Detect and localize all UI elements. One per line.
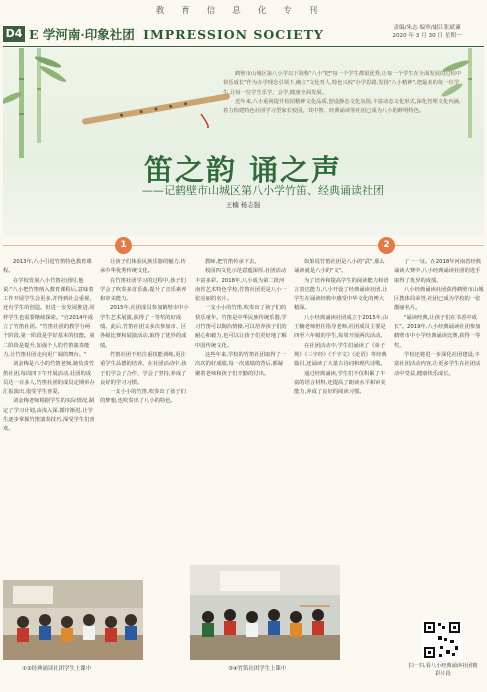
paragraph: 刘金梅是八小的竹笛老师,她负责竹笛社团,每周四下午开展活动,社团的成员达一百多人,竹笛社团的成员定期举办汇报演出,很受学生喜爱。 bbox=[3, 361, 95, 396]
paragraph: 教师,把竹笛传承下去。 bbox=[205, 259, 260, 265]
paragraph: "诵读经典,让孩子们在书香中成长"。2019年,八小经典诵读社团参加鹤壁市中小学经典诵读比赛,获得一等奖。 bbox=[394, 314, 481, 349]
article-title: 笛之韵 诵之声 bbox=[143, 153, 343, 187]
editor-info: 责编/朱志 bbox=[393, 25, 418, 31]
paragraph: 如果说竹笛社团是八小的"武",那么诵读就是八小的"文"。 bbox=[294, 259, 385, 275]
paragraph: 在社团活动中,学生们诵读了《弟子规》《三字经》《千字文》《论语》等经典篇目,还诵读了大量古诗词和现代诗歌。 bbox=[294, 342, 387, 368]
paragraph: 通过经典诵读,学生们不仅积累了丰富的语言材料,还提高了朗读水平和审美能力,养成了良好的阅读习惯。 bbox=[294, 370, 386, 396]
paragraph: 学校还将进一步深化社团建设,丰富社团活动内容,让更多学生在社团活动中受益,健康快乐成长。 bbox=[394, 351, 481, 377]
section-markers bbox=[3, 236, 484, 256]
paragraph: 在竹笛社团学习的过程中,孩子们学会了吹奏多首乐曲,提升了音乐素养和审美能力。 bbox=[100, 277, 187, 303]
caption-left: ①②经典诵读社团学生上课中 bbox=[22, 666, 91, 672]
paragraph: 一支小小的竹笛,吹奏出了孩子们的快乐童年。竹笛是中华民族传统乐器,学习竹笛可以陶冶情操,可以培养孩子们的耐心和毅力,也可以让孩子们更好地了解中国传统文化。 bbox=[195, 305, 287, 349]
paragraph: 八小经典诵读社团成立于2015年,由王楠老师担任指导老师,社团成员主要是四至六年级的学生,每周开展两次活动。 bbox=[294, 314, 389, 340]
section-title-en: IMPRESSION SOCIETY bbox=[143, 27, 324, 42]
section-marker-2: 2 bbox=[378, 237, 395, 254]
reviewer-info: 编审/谢江张斌谏 bbox=[419, 25, 461, 31]
section-title-cn: E 学河南·印象社团 bbox=[29, 27, 135, 42]
qr-code[interactable] bbox=[422, 620, 462, 660]
classroom-photo-right bbox=[190, 565, 340, 660]
article-subtitle: ——记鹤壁市山城区第八小学竹笛、经典诵读社团 bbox=[142, 184, 384, 197]
paragraph: 一支小小的竹笛,吹奏出了孩子们的梦想,也吹奏出了八小的特色。 bbox=[100, 389, 186, 405]
bamboo-illustration-left bbox=[3, 48, 73, 158]
paragraph: 让孩子们体验民族乐器的魅力,传承中华优秀传统文化。 bbox=[100, 259, 186, 275]
section-marker-1: 1 bbox=[115, 237, 132, 254]
paragraph: 2015年,社团成员参加鹤壁市中小学生艺术展演,获得了一等奖的好成绩。此后,竹笛社团又多次参加市、区各级比赛和展演活动,取得了优异的成绩。 bbox=[100, 305, 189, 349]
paragraph: 在学校发展八小竹笛社团时,他说:"八小把竹笛纳入教育课程后,意味着工作开展学生会更多,并得到社会重视,还有学生的创造。但进一步发展推进,同样学生也需要继续探索。"自2014年成立了竹笛社团。"竹笛社团的教学分两个阶段,第一阶段是学好基本的技能。第二阶段是提升,加强个人的竹笛演奏能力,让竹笛社团走向更广阔的舞台。" bbox=[3, 277, 95, 358]
paragraph: 了一一证。在2018年河南省经典诵读大赛中,八小经典诵读社团的选手取得了优异的成绩。 bbox=[394, 259, 482, 284]
header-band-text: 教育信息化专刊 bbox=[155, 6, 335, 16]
paragraph: 为了培养和提高学生的阅读能力和语言表达能力,八小开设了经典诵读社团,让学生在诵读经典中感受中华文化的博大精深。 bbox=[294, 277, 389, 312]
paragraph: 刘金梅老师根据学生的实际情况,制定了学习计划,由浅入深,循序渐进,让学生逐步掌握竹笛演奏技巧,深受学生们喜欢。 bbox=[3, 398, 95, 433]
column-5 bbox=[394, 258, 484, 613]
caption-right: ③④竹笛社团学生上课中 bbox=[228, 666, 287, 672]
paragraph: 校园四文化示范意蕴深厚,社团活动丰富多彩。2018年,八小成为第二批河南省艺术特色学校,竹笛社团更是八小一张亮丽的名片。 bbox=[195, 268, 287, 303]
marker-divider bbox=[3, 245, 484, 246]
header-band bbox=[0, 0, 487, 21]
header-rule bbox=[3, 46, 484, 47]
hero-banner bbox=[3, 48, 484, 236]
paragraph: 2013年,八小引进竹笛特色教育课程。 bbox=[3, 259, 92, 275]
photo-recitation-class bbox=[3, 580, 143, 660]
issue-date: 2020 年 3 月 30 日 星期一 bbox=[392, 33, 462, 39]
page-header bbox=[0, 22, 487, 46]
hero-intro bbox=[223, 70, 463, 116]
qr-caption: 扫一扫,看八小经典诵读社团精彩片段 bbox=[408, 663, 478, 677]
page-number: D4 bbox=[3, 26, 25, 42]
photo-flute-class bbox=[190, 565, 340, 660]
hero-intro-paragraph: 近年来,八小重视提升校园精神文化品质,创设静态文化氛围,丰富动态文化形式,深化管理文化内涵,着力构建特色社团学习型家长校园。其中笛、经典诵读等社团已成为八小的鲜明特色。 bbox=[223, 98, 461, 115]
hero-intro-paragraph: 鹤壁市山城区第八小学以下简称"八小"把"每一个学生都很优秀,让每一个学生在全面发展的过程中快乐成长"作为办学理念引领下,确立"文化育人,特色兴校"办学思路,发扬"八小精神",把最美的每一位学生,让每一位学生乐学、会学,健康全面发展。 bbox=[223, 71, 462, 96]
qr-code-icon bbox=[422, 620, 462, 660]
classroom-photo-left bbox=[3, 580, 143, 660]
section-title bbox=[29, 25, 324, 43]
flute-illustration bbox=[81, 88, 241, 128]
issue-meta bbox=[371, 24, 483, 40]
paragraph: 竹笛社团不但注重技能训练,更注重学生品德的培养。在社团活动中,孩子们学会了合作、学会了坚持,养成了良好的学习习惯。 bbox=[100, 351, 187, 386]
paragraph: 八小经典诵读社团获得鹤壁市山城区教体局荣誉,社团已成为学校的一张靓丽名片。 bbox=[394, 286, 484, 312]
paragraph: 这些年来,学校的竹笛社团取得了一次次的好成绩,每一次成绩的背后,都凝聚着老师和孩子们辛勤的付出。 bbox=[195, 351, 287, 377]
article-byline: 王楠 杨志强 bbox=[225, 201, 261, 209]
